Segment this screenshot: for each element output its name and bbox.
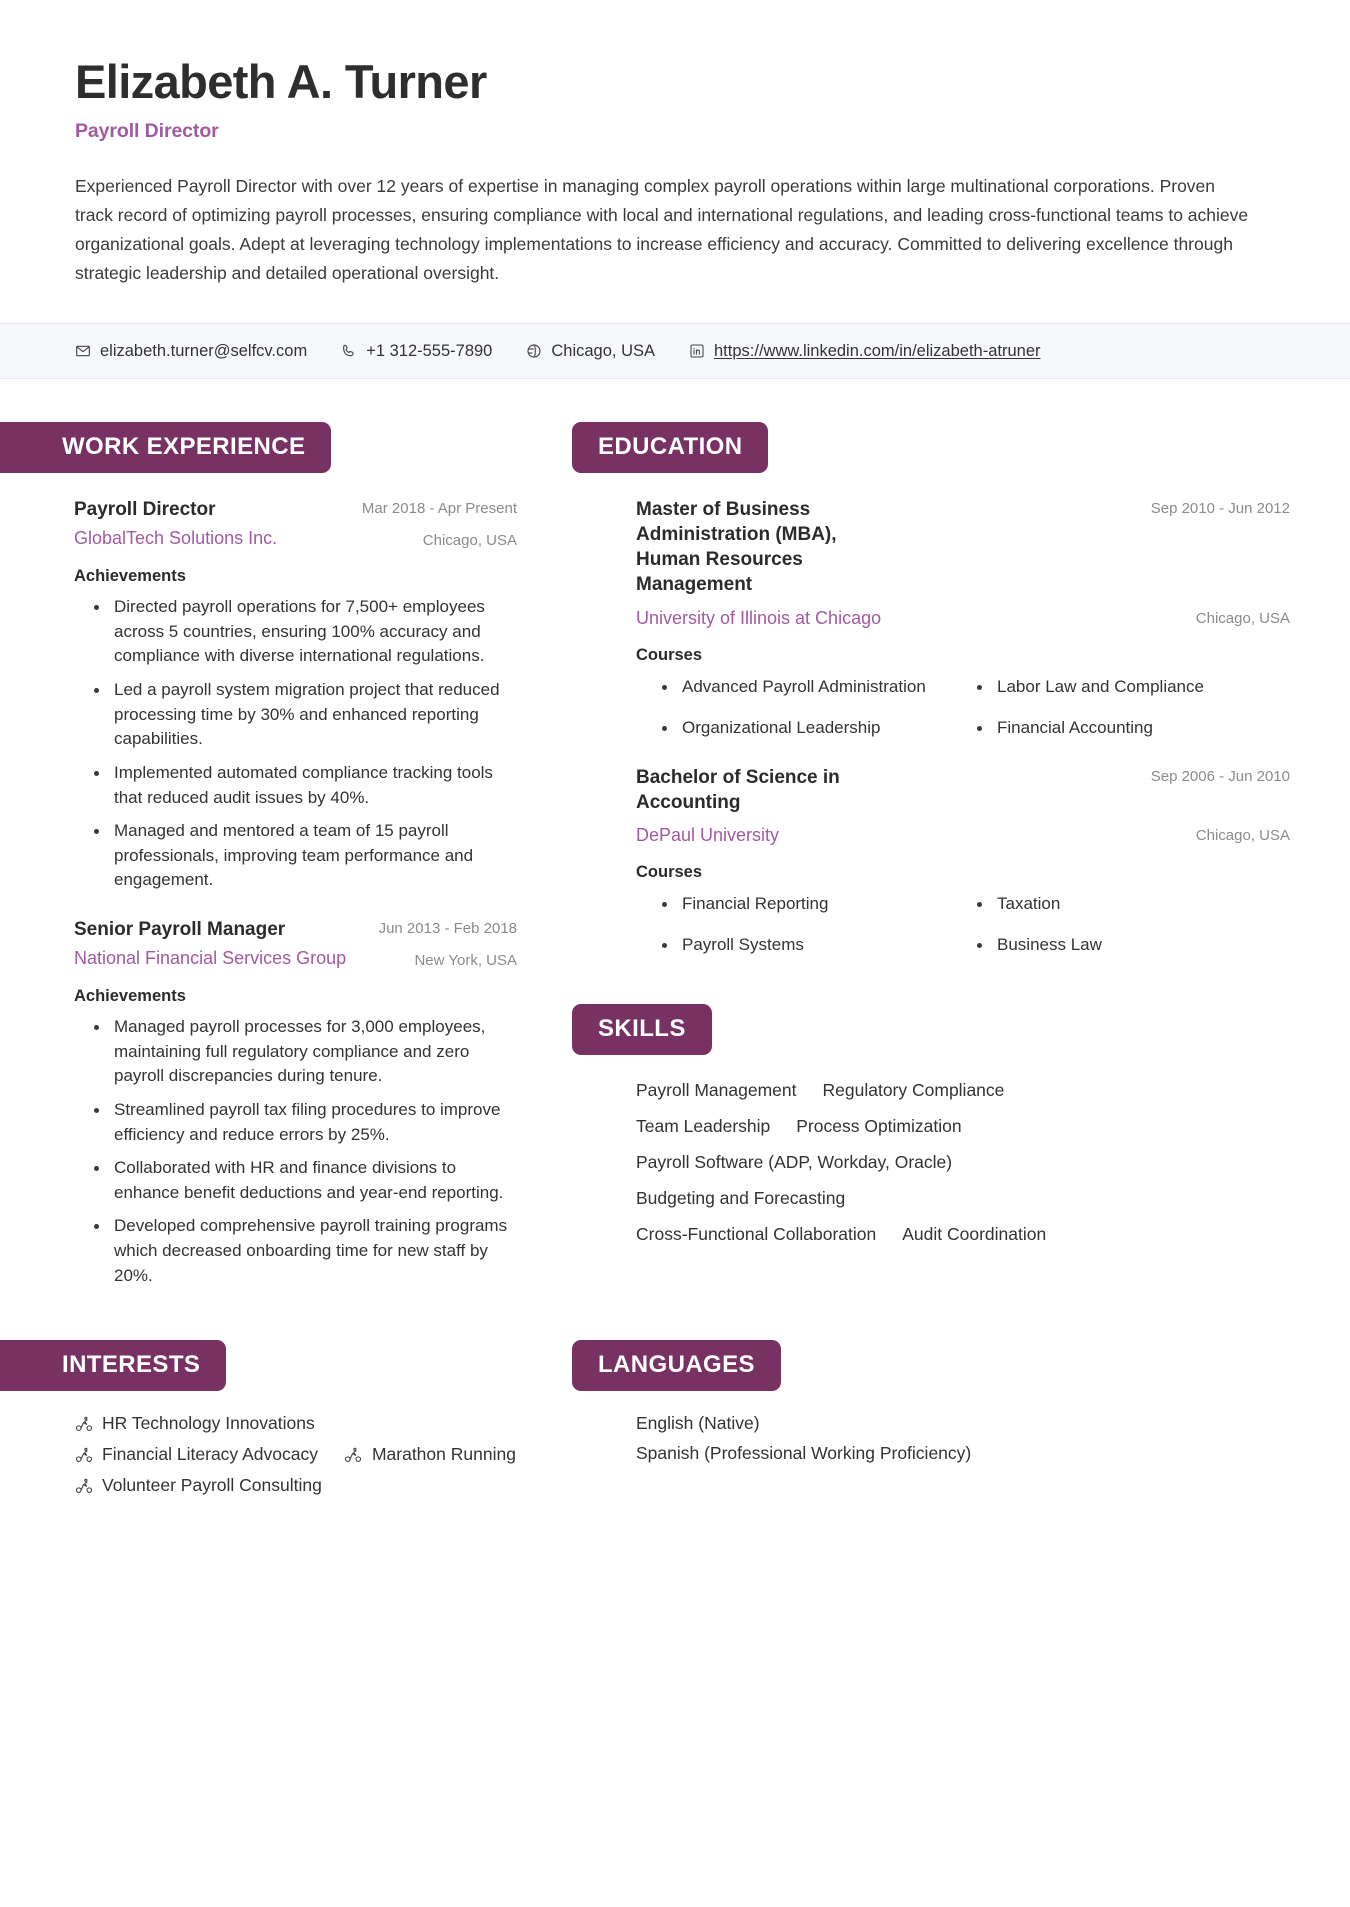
bottom-columns bbox=[0, 1307, 1350, 1496]
contact-phone-text: +1 312-555-7890 bbox=[366, 341, 493, 360]
contact-email-text: elizabeth.turner@selfcv.com bbox=[100, 341, 308, 360]
education-school: University of Illinois at Chicago bbox=[636, 607, 882, 628]
envelope-icon bbox=[74, 343, 91, 360]
list-item: Business Law bbox=[997, 933, 1290, 958]
work-company: National Financial Services Group bbox=[74, 948, 347, 969]
section-header-languages: LANGUAGES bbox=[572, 1340, 781, 1391]
section-languages bbox=[572, 1307, 1350, 1496]
education-degree: Master of Business Administration (MBA), Human Resources Management bbox=[636, 499, 837, 596]
skill-item: Regulatory Compliance bbox=[822, 1079, 1005, 1100]
contact-phone[interactable] bbox=[340, 342, 492, 361]
list-item: Financial Reporting bbox=[682, 892, 975, 917]
courses-label: Courses bbox=[636, 863, 703, 882]
cyclist-icon bbox=[74, 1445, 93, 1464]
list-item: Taxation bbox=[997, 892, 1290, 917]
interest-label: Financial Literacy Advocacy bbox=[102, 1444, 318, 1465]
interest-label: Marathon Running bbox=[371, 1444, 516, 1465]
work-title: Payroll Director bbox=[74, 499, 216, 521]
page-title: Elizabeth A. Turner bbox=[75, 55, 487, 108]
list-item: Financial Accounting bbox=[997, 716, 1290, 741]
skill-item: Process Optimization bbox=[796, 1115, 962, 1136]
language-item: Spanish (Professional Working Proficiency) bbox=[636, 1443, 972, 1464]
skills-list bbox=[636, 1077, 1056, 1249]
list-item: Organizational Leadership bbox=[682, 716, 975, 741]
skill-item: Payroll Management bbox=[636, 1079, 797, 1100]
list-item: Directed payroll operations for 7,500+ employees across 5 countries, ensuring 100% accuracy and compliance with diverse international regulations. bbox=[114, 595, 517, 669]
education-dates: Sep 2006 - Jun 2010 bbox=[1150, 767, 1290, 785]
education-school: DePaul University bbox=[636, 824, 780, 845]
interest-label: HR Technology Innovations bbox=[102, 1413, 315, 1434]
contact-linkedin[interactable] bbox=[688, 342, 1041, 361]
education-degree: Bachelor of Science in Accounting bbox=[636, 766, 840, 813]
header-job-title: Payroll Director bbox=[75, 120, 219, 143]
education-entry bbox=[636, 497, 1290, 740]
education-location: Chicago, USA bbox=[1195, 609, 1290, 627]
left-column bbox=[0, 379, 572, 1297]
course-list bbox=[636, 892, 1290, 957]
education-entry bbox=[636, 765, 1290, 958]
professional-summary: Experienced Payroll Director with over 12 years of expertise in managing complex payroll operations within large multinational corporations. Proven track record of optimizing payroll processes, ensuring compliance with local and international regulations, and leading cross-functional teams to achieve organizational goals. Adept at leveraging technology implementations to increase efficiency and accuracy. Committed to delivering excellence through strategic leadership and detailed operational oversight. bbox=[75, 176, 1249, 284]
achievements-label: Achievements bbox=[74, 567, 186, 586]
contact-linkedin-link[interactable]: https://www.linkedin.com/in/elizabeth-atruner bbox=[714, 341, 1041, 360]
list-item: Developed comprehensive payroll training programs which decreased onboarding time for new staff by 20%. bbox=[114, 1214, 517, 1288]
section-header-interests: INTERESTS bbox=[0, 1340, 226, 1391]
list-item: Collaborated with HR and finance divisions to enhance benefit deductions and year-end reporting. bbox=[114, 1156, 517, 1205]
list-item: Advanced Payroll Administration bbox=[682, 675, 975, 700]
section-education bbox=[572, 422, 1350, 958]
main-columns bbox=[0, 379, 1350, 1297]
section-interests bbox=[0, 1307, 572, 1496]
interest-item bbox=[74, 1444, 318, 1465]
list-item: Led a payroll system migration project that reduced processing time by 30% and enhanced reporting capabilities. bbox=[114, 678, 517, 752]
work-entry bbox=[74, 917, 517, 1288]
globe-icon bbox=[525, 343, 542, 360]
education-location: Chicago, USA bbox=[1195, 826, 1290, 844]
languages-list bbox=[636, 1413, 1066, 1464]
list-item: Labor Law and Compliance bbox=[997, 675, 1290, 700]
achievements-label: Achievements bbox=[74, 986, 186, 1005]
interest-label: Volunteer Payroll Consulting bbox=[102, 1475, 322, 1496]
section-work-experience bbox=[0, 422, 572, 1288]
courses-label: Courses bbox=[636, 646, 703, 665]
interest-item bbox=[344, 1444, 516, 1465]
linkedin-icon bbox=[688, 343, 705, 360]
cyclist-icon bbox=[74, 1476, 93, 1495]
language-item: English (Native) bbox=[636, 1413, 760, 1434]
list-item: Managed and mentored a team of 15 payroll professionals, improving team performance and engagement. bbox=[114, 819, 517, 893]
skill-item: Cross-Functional Collaboration bbox=[636, 1224, 877, 1245]
section-header-education: EDUCATION bbox=[572, 422, 768, 473]
section-skills bbox=[572, 1004, 1350, 1249]
achievement-list bbox=[74, 595, 517, 893]
interest-item bbox=[74, 1475, 322, 1496]
phone-icon bbox=[340, 343, 357, 360]
education-dates: Sep 2010 - Jun 2012 bbox=[1150, 500, 1290, 518]
list-item: Implemented automated compliance tracking tools that reduced audit issues by 40%. bbox=[114, 761, 517, 810]
right-column bbox=[572, 379, 1350, 1297]
cyclist-icon bbox=[74, 1414, 93, 1433]
list-item: Payroll Systems bbox=[682, 933, 975, 958]
section-header-work-experience: WORK EXPERIENCE bbox=[0, 422, 331, 473]
work-entry bbox=[74, 497, 517, 893]
section-header-skills: SKILLS bbox=[572, 1004, 712, 1055]
contact-bar bbox=[0, 323, 1350, 379]
skill-item: Audit Coordination bbox=[902, 1224, 1047, 1245]
work-location: Chicago, USA bbox=[422, 532, 517, 550]
list-item: Managed payroll processes for 3,000 employees, maintaining full regulatory compliance and zero payroll discrepancies during tenure. bbox=[114, 1015, 517, 1089]
skill-item: Team Leadership bbox=[636, 1115, 771, 1136]
achievement-list bbox=[74, 1015, 517, 1288]
resume-header bbox=[0, 0, 1350, 288]
skill-item: Budgeting and Forecasting bbox=[636, 1188, 846, 1209]
contact-location bbox=[525, 342, 655, 361]
work-company: GlobalTech Solutions Inc. bbox=[74, 528, 278, 549]
work-dates: Mar 2018 - Apr Present bbox=[361, 500, 517, 518]
contact-email[interactable] bbox=[74, 342, 307, 361]
work-dates: Jun 2013 - Feb 2018 bbox=[378, 920, 517, 938]
list-item: Streamlined payroll tax filing procedures to improve efficiency and reduce errors by 25%. bbox=[114, 1098, 517, 1147]
interests-list bbox=[74, 1413, 517, 1496]
work-title: Senior Payroll Manager bbox=[74, 919, 286, 941]
skill-item: Payroll Software (ADP, Workday, Oracle) bbox=[636, 1152, 953, 1173]
interest-item bbox=[74, 1413, 315, 1434]
course-list bbox=[636, 675, 1290, 740]
contact-location-text: Chicago, USA bbox=[551, 341, 655, 360]
cyclist-icon bbox=[344, 1445, 363, 1464]
work-location: New York, USA bbox=[414, 952, 517, 970]
